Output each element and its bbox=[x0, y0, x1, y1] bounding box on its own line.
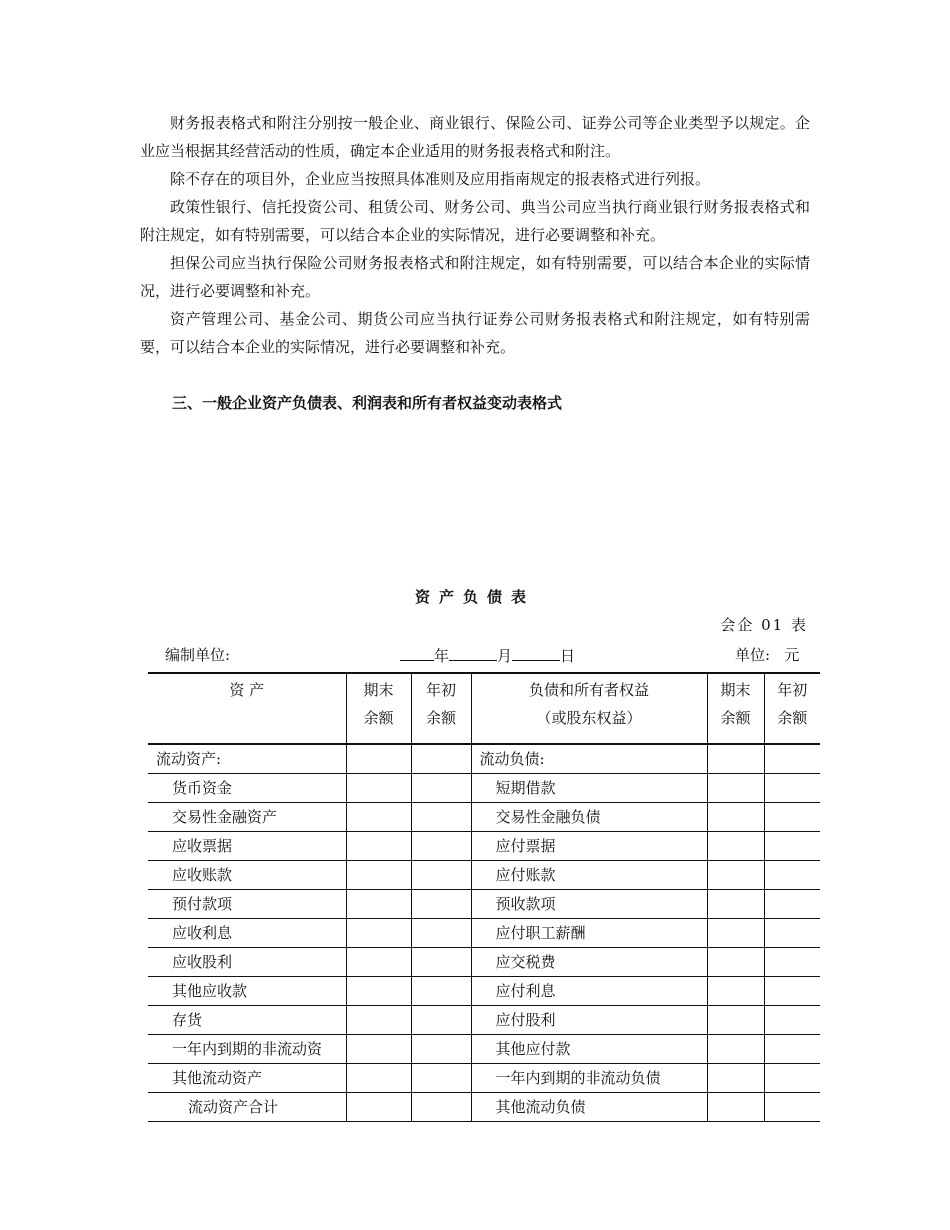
liability-item: 预收款项 bbox=[471, 890, 707, 919]
asset-begin-balance-cell bbox=[411, 919, 471, 948]
asset-item: 货币资金 bbox=[148, 774, 346, 803]
liability-item: 应付股利 bbox=[471, 1006, 707, 1035]
unit-line bbox=[735, 644, 799, 665]
table-row bbox=[148, 774, 820, 803]
section-heading: 三、一般企业资产负债表、利润表和所有者权益变动表格式 bbox=[172, 394, 563, 412]
table-row bbox=[148, 1006, 820, 1035]
liab-begin-balance-cell bbox=[764, 1035, 820, 1064]
table-row bbox=[148, 803, 820, 832]
table-title: 资产负债表 bbox=[414, 588, 535, 606]
intro-paragraph-3: 政策性银行、信托投资公司、租赁公司、财务公司、典当公司应当执行商业银行财务报表格式和附注规定，如有特别需要，可以结合本企业的实际情况，进行必要调整和补充。 bbox=[140, 198, 810, 244]
balance-sheet-table bbox=[148, 672, 820, 1122]
asset-end-balance-cell bbox=[346, 1035, 411, 1064]
table-row bbox=[148, 948, 820, 977]
asset-end-balance-cell bbox=[346, 803, 411, 832]
year-blank bbox=[400, 644, 434, 661]
asset-begin-balance-cell bbox=[411, 832, 471, 861]
intro-paragraph-5: 资产管理公司、基金公司、期货公司应当执行证券公司财务报表格式和附注规定，如有特别需要，可以结合本企业的实际情况，进行必要调整和补充。 bbox=[140, 310, 810, 356]
intro-paragraph-2: 除不存在的项目外，企业应当按照具体准则及应用指南规定的报表格式进行列报。 bbox=[170, 170, 711, 188]
table-row bbox=[148, 1035, 820, 1064]
liability-item: 短期借款 bbox=[471, 774, 707, 803]
day-label: 日 bbox=[560, 647, 576, 665]
asset-end-balance-cell bbox=[346, 832, 411, 861]
header-liab-end-balance: 期末 余额 bbox=[707, 673, 764, 744]
asset-item: 交易性金融资产 bbox=[148, 803, 346, 832]
liab-begin-balance-cell bbox=[764, 744, 820, 774]
asset-end-balance-cell bbox=[346, 774, 411, 803]
liability-item: 应付职工薪酬 bbox=[471, 919, 707, 948]
table-header-row bbox=[148, 673, 820, 744]
table-row bbox=[148, 977, 820, 1006]
asset-begin-balance-cell bbox=[411, 1093, 471, 1122]
liab-begin-balance-cell bbox=[764, 1093, 820, 1122]
asset-item: 流动资产合计 bbox=[148, 1093, 346, 1122]
liab-begin-balance-cell bbox=[764, 803, 820, 832]
liab-begin-balance-cell bbox=[764, 1006, 820, 1035]
asset-begin-balance-cell bbox=[411, 1006, 471, 1035]
liab-begin-balance-cell bbox=[764, 919, 820, 948]
liab-begin-balance-cell bbox=[764, 948, 820, 977]
unit-label: 单位: bbox=[735, 646, 771, 664]
asset-item: 应收账款 bbox=[148, 861, 346, 890]
asset-end-balance-cell bbox=[346, 1064, 411, 1093]
month-blank bbox=[449, 644, 497, 661]
liab-begin-balance-cell bbox=[764, 977, 820, 1006]
table-row bbox=[148, 744, 820, 774]
liab-end-balance-cell bbox=[707, 1064, 764, 1093]
liability-item: 交易性金融负债 bbox=[471, 803, 707, 832]
liab-end-balance-cell bbox=[707, 919, 764, 948]
asset-end-balance-cell bbox=[346, 948, 411, 977]
year-label: 年 bbox=[434, 647, 450, 665]
asset-begin-balance-cell bbox=[411, 1035, 471, 1064]
liab-begin-balance-cell bbox=[764, 890, 820, 919]
liab-begin-balance-cell bbox=[764, 774, 820, 803]
header-assets: 资 产 bbox=[148, 673, 346, 744]
asset-end-balance-cell bbox=[346, 1093, 411, 1122]
table-row bbox=[148, 832, 820, 861]
asset-item: 一年内到期的非流动资 bbox=[148, 1035, 346, 1064]
liab-begin-balance-cell bbox=[764, 1064, 820, 1093]
table-row bbox=[148, 1064, 820, 1093]
unit-value: 元 bbox=[784, 646, 800, 664]
intro-paragraph-1: 财务报表格式和附注分别按一般企业、商业银行、保险公司、证券公司等企业类型予以规定。企业应当根据其经营活动的性质，确定本企业适用的财务报表格式和附注。 bbox=[140, 114, 810, 160]
asset-item: 其他流动资产 bbox=[148, 1064, 346, 1093]
asset-end-balance-cell bbox=[346, 977, 411, 1006]
table-row bbox=[148, 919, 820, 948]
asset-item: 预付款项 bbox=[148, 890, 346, 919]
liability-item: 应付账款 bbox=[471, 861, 707, 890]
asset-end-balance-cell bbox=[346, 1006, 411, 1035]
asset-item: 其他应收款 bbox=[148, 977, 346, 1006]
asset-end-balance-cell bbox=[346, 861, 411, 890]
liability-item: 其他流动负债 bbox=[471, 1093, 707, 1122]
liab-begin-balance-cell bbox=[764, 832, 820, 861]
liab-end-balance-cell bbox=[707, 1006, 764, 1035]
liab-end-balance-cell bbox=[707, 948, 764, 977]
date-line bbox=[400, 644, 575, 666]
liability-item: 应付票据 bbox=[471, 832, 707, 861]
liab-end-balance-cell bbox=[707, 977, 764, 1006]
liability-item: 应交税费 bbox=[471, 948, 707, 977]
asset-item: 流动资产: bbox=[148, 744, 346, 774]
liab-end-balance-cell bbox=[707, 774, 764, 803]
liab-end-balance-cell bbox=[707, 1093, 764, 1122]
liability-item: 流动负债: bbox=[471, 744, 707, 774]
asset-item: 存货 bbox=[148, 1006, 346, 1035]
asset-begin-balance-cell bbox=[411, 977, 471, 1006]
asset-end-balance-cell bbox=[346, 919, 411, 948]
liab-end-balance-cell bbox=[707, 744, 764, 774]
liab-end-balance-cell bbox=[707, 890, 764, 919]
table-row bbox=[148, 890, 820, 919]
asset-begin-balance-cell bbox=[411, 744, 471, 774]
liability-item: 应付利息 bbox=[471, 977, 707, 1006]
table-row bbox=[148, 1093, 820, 1122]
header-liab-begin-balance: 年初 余额 bbox=[764, 673, 820, 744]
asset-item: 应收利息 bbox=[148, 919, 346, 948]
day-blank bbox=[512, 644, 560, 661]
header-asset-begin-balance: 年初 余额 bbox=[411, 673, 471, 744]
intro-paragraph-4: 担保公司应当执行保险公司财务报表格式和附注规定，如有特别需要，可以结合本企业的实际情况，进行必要调整和补充。 bbox=[140, 254, 810, 300]
liab-end-balance-cell bbox=[707, 1035, 764, 1064]
liab-begin-balance-cell bbox=[764, 861, 820, 890]
asset-item: 应收股利 bbox=[148, 948, 346, 977]
liab-end-balance-cell bbox=[707, 861, 764, 890]
header-liabilities-equity: 负债和所有者权益 （或股东权益） bbox=[471, 673, 707, 744]
liab-end-balance-cell bbox=[707, 832, 764, 861]
asset-item: 应收票据 bbox=[148, 832, 346, 861]
asset-begin-balance-cell bbox=[411, 861, 471, 890]
asset-begin-balance-cell bbox=[411, 1064, 471, 1093]
header-asset-end-balance: 期末 余额 bbox=[346, 673, 411, 744]
table-row bbox=[148, 861, 820, 890]
liab-end-balance-cell bbox=[707, 803, 764, 832]
asset-begin-balance-cell bbox=[411, 774, 471, 803]
asset-begin-balance-cell bbox=[411, 803, 471, 832]
asset-end-balance-cell bbox=[346, 744, 411, 774]
liability-item: 其他应付款 bbox=[471, 1035, 707, 1064]
liability-item: 一年内到期的非流动负债 bbox=[471, 1064, 707, 1093]
compiler-label: 编制单位: bbox=[165, 646, 231, 664]
asset-end-balance-cell bbox=[346, 890, 411, 919]
asset-begin-balance-cell bbox=[411, 890, 471, 919]
form-code: 会企 01 表 bbox=[720, 616, 808, 634]
month-label: 月 bbox=[497, 647, 513, 665]
asset-begin-balance-cell bbox=[411, 948, 471, 977]
